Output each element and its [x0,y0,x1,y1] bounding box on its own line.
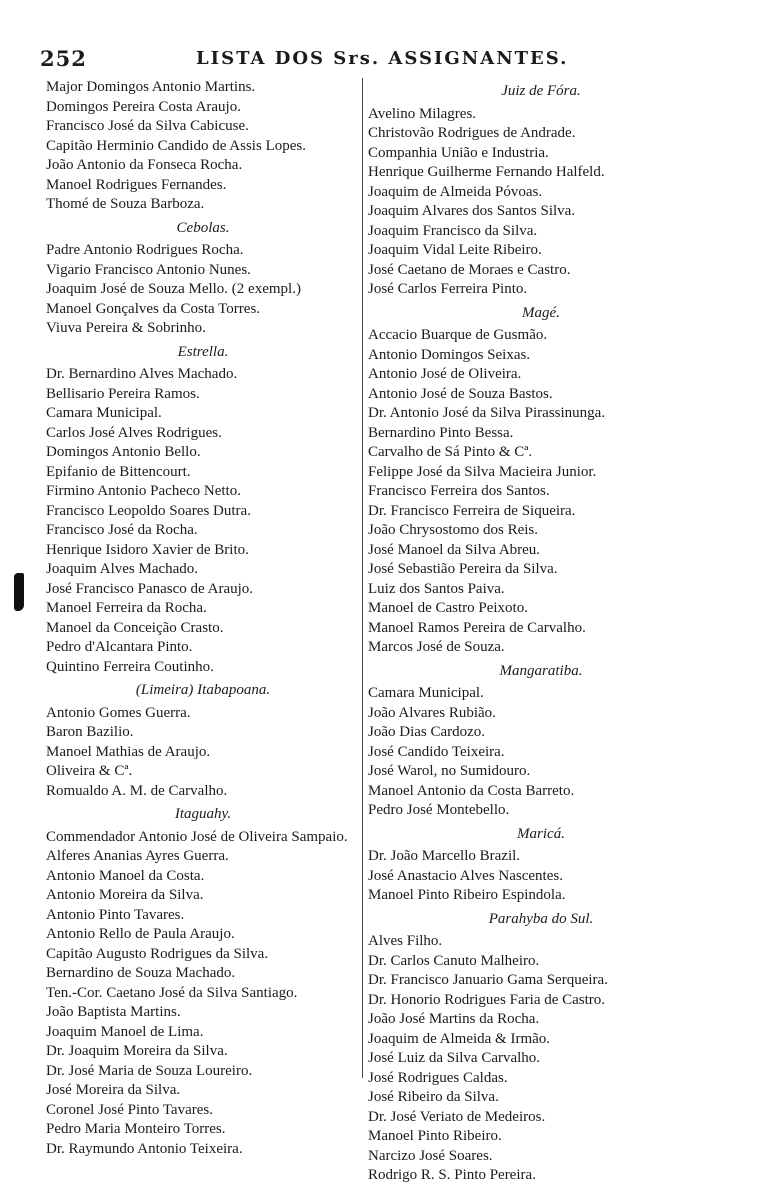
subscriber-entry: Antonio Manoel da Costa. [46,867,205,884]
subscriber-entry: Antonio José de Souza Bastos. [368,385,553,402]
subscriber-section [46,805,360,1159]
subscriber-entry: Major Domingos Antonio Martins. [46,79,256,95]
subscriber-section [368,662,714,821]
subscriber-entry: Antonio Moreira da Silva. [46,887,204,903]
subscriber-entry: Joaquim de Almeida Póvoas. [368,183,543,200]
subscriber-entry: João José Martins da Rocha. [368,1011,540,1027]
subscriber-entry: José Warol, no Sumidouro. [368,763,531,779]
subscriber-entry: José Ribeiro da Silva. [368,1089,499,1105]
subscriber-entry: Dr. Raymundo Antonio Teixeira. [46,1140,243,1157]
section-heading: Estrella. [177,343,229,360]
column-divider [362,78,363,1078]
subscriber-entry: Dr. Francisco Januario Gama Serqueira. [368,972,608,988]
running-title: LISTA DOS Srs. ASSIGNANTES. [196,48,569,69]
subscriber-entry: Camara Municipal. [46,405,162,421]
subscriber-entry: José Sebastião Pereira da Silva. [368,561,558,577]
subscriber-entry: Pedro Maria Monteiro Torres. [46,1121,226,1137]
subscriber-section [368,825,714,906]
subscriber-entry: Vigario Francisco Antonio Nunes. [46,261,251,278]
section-heading: Parahyba do Sul. [488,910,594,927]
subscriber-entry: Dr. Honorio Rodrigues Faria de Castro. [368,991,606,1008]
subscriber-entry: Dr. Carlos Canuto Malheiro. [368,952,540,969]
subscriber-entry: Ten.-Cor. Caetano José da Silva Santiago. [46,984,298,1001]
subscriber-entry: Antonio José de Oliveira. [368,366,522,382]
subscriber-section [368,304,714,658]
subscriber-entry: Pedro d'Alcantara Pinto. [46,639,193,655]
subscriber-entry: João Baptista Martins. [46,1004,181,1020]
subscriber-entry: Dr. Joaquim Moreira da Silva. [46,1043,228,1059]
subscriber-entry: Manoel Pinto Ribeiro Espindola. [368,887,566,903]
subscriber-entry: Dr. João Marcello Brazil. [368,848,521,864]
subscriber-entry: Commendador Antonio José de Oliveira Sampaio. [46,828,348,845]
subscriber-entry: Capitão Herminio Candido de Assis Lopes. [46,137,306,154]
subscriber-entry: José Rodrigues Caldas. [368,1069,508,1086]
subscriber-entry: Antonio Domingos Seixas. [368,346,531,363]
subscriber-entry: Companhia União e Industria. [368,144,549,161]
subscriber-section [368,82,714,300]
subscriber-entry: Manoel Gonçalves da Costa Torres. [46,300,261,317]
subscriber-entry: Rodrigo R. S. Pinto Pereira. [368,1167,536,1183]
subscriber-entry: Dr. Antonio José da Silva Pirassinunga. [368,405,606,421]
subscriber-entry: Bernardino Pinto Bessa. [368,424,514,441]
subscriber-entry: José Carlos Ferreira Pinto. [368,281,528,297]
subscriber-entry: Dr. Bernardino Alves Machado. [46,366,238,382]
subscriber-entry: Capitão Augusto Rodrigues da Silva. [46,945,269,962]
subscriber-entry: Carlos José Alves Rodrigues. [46,424,222,441]
subscriber-entry: João Antonio da Fonseca Rocha. [46,157,243,173]
subscriber-entry: José Luiz da Silva Carvalho. [368,1050,541,1066]
subscriber-entry: José Anastacio Alves Nascentes. [368,867,563,884]
subscriber-entry: Accacio Buarque de Gusmão. [368,327,548,343]
subscriber-entry: Domingos Antonio Bello. [46,444,201,460]
subscriber-entry: Antonio Pinto Tavares. [46,906,185,923]
subscriber-entry: Francisco José da Rocha. [46,522,198,538]
subscriber-entry: Viuva Pereira & Sobrinho. [46,320,206,336]
subscriber-entry: Francisco Leopoldo Soares Dutra. [46,502,251,519]
section-heading: Mangaratiba. [499,662,583,679]
subscriber-section [46,78,360,215]
subscriber-entry: Antonio Rello de Paula Araujo. [46,926,235,942]
subscriber-entry: João Alvares Rubião. [368,704,496,721]
subscriber-entry: Luiz dos Santos Paiva. [368,580,505,597]
subscriber-entry: Joaquim de Almeida & Irmão. [368,1030,551,1047]
subscriber-entry: Francisco José da Silva Cabicuse. [46,118,249,134]
subscriber-entry: Oliveira & Cª. [46,763,133,779]
subscriber-entry: José Candido Teixeira. [368,743,505,760]
subscriber-entry: Manoel Rodrigues Fernandes. [46,176,227,193]
subscriber-section [368,910,714,1186]
subscriber-entry: José Moreira da Silva. [46,1082,181,1098]
subscriber-entry: Camara Municipal. [368,685,484,701]
section-heading: Maricá. [517,825,565,842]
subscriber-entry: José Francisco Panasco de Araujo. [46,580,254,597]
subscriber-entry: Manoel Ramos Pereira de Carvalho. [368,619,586,636]
subscriber-entry: Joaquim Manoel de Lima. [46,1023,204,1040]
subscriber-entry: Domingos Pereira Costa Araujo. [46,98,241,115]
subscriber-entry: Padre Antonio Rodrigues Rocha. [46,242,244,258]
subscriber-entry: Francisco Ferreira dos Santos. [368,483,550,499]
subscriber-entry: Dr. José Maria de Souza Loureiro. [46,1062,253,1079]
subscriber-entry: Epifanio de Bittencourt. [46,463,191,480]
section-heading: Itaguahy. [174,806,232,822]
subscriber-entry: José Caetano de Moraes e Castro. [368,261,571,278]
subscriber-entry: Christovão Rodrigues de Andrade. [368,125,576,141]
subscriber-entry: Firmino Antonio Pacheco Netto. [46,483,241,499]
subscriber-entry: Manoel da Conceição Crasto. [46,619,224,636]
subscriber-entry: Dr. José Veriato de Medeiros. [368,1108,546,1125]
subscriber-entry: Joaquim Vidal Leite Ribeiro. [368,242,542,258]
subscriber-entry: Alferes Ananias Ayres Guerra. [46,848,229,864]
subscriber-entry: José Manoel da Silva Abreu. [368,541,541,558]
subscriber-entry: Henrique Isidoro Xavier de Brito. [46,541,249,558]
subscriber-entry: Carvalho de Sá Pinto & Cª. [368,444,533,460]
subscriber-entry: Bellisario Pereira Ramos. [46,385,200,402]
subscriber-entry: Joaquim José de Souza Mello. (2 exempl.) [46,281,301,297]
subscriber-entry: Antonio Gomes Guerra. [46,704,191,721]
left-column [46,78,360,1159]
subscriber-entry: Henrique Guilherme Fernando Halfeld. [368,164,605,180]
section-heading: Juiz de Fóra. [501,83,581,99]
subscriber-section [46,681,360,801]
subscriber-entry: Romualdo A. M. de Carvalho. [46,782,228,799]
subscriber-section [46,343,360,678]
subscriber-entry: Pedro José Montebello. [368,802,510,818]
page-header [40,46,740,74]
subscriber-entry: Thomé de Souza Barboza. [46,196,205,212]
subscriber-entry: Alves Filho. [368,933,443,949]
subscriber-entry: João Chrysostomo dos Reis. [368,522,539,538]
section-heading: Magé. [522,304,560,321]
subscriber-entry: Joaquim Alves Machado. [46,561,199,577]
section-heading: Cebolas. [176,219,230,236]
subscriber-entry: Avelino Milagres. [368,105,477,122]
subscriber-entry: Felippe José da Silva Macieira Junior. [368,463,597,480]
subscriber-entry: Dr. Francisco Ferreira de Siqueira. [368,502,576,519]
subscriber-entry: Narcizo José Soares. [368,1147,493,1164]
subscriber-entry: Manoel Pinto Ribeiro. [368,1128,502,1144]
page-number: 252 [40,46,87,71]
subscriber-entry: Manoel de Castro Peixoto. [368,600,528,616]
subscriber-entry: Manoel Mathias de Araujo. [46,743,211,760]
subscriber-entry: Manoel Ferreira da Rocha. [46,600,207,616]
subscriber-entry: Marcos José de Souza. [368,639,505,655]
section-heading: (Limeira) Itabapoana. [135,682,271,698]
subscriber-entry: Manoel Antonio da Costa Barreto. [368,782,575,799]
ink-blot-mark [14,573,24,611]
subscriber-entry: Joaquim Francisco da Silva. [368,222,538,239]
subscriber-entry: Joaquim Alvares dos Santos Silva. [368,203,576,219]
subscriber-entry: Coronel José Pinto Tavares. [46,1101,213,1118]
subscriber-entry: Baron Bazilio. [46,724,134,740]
subscriber-entry: Bernardino de Souza Machado. [46,965,236,981]
subscriber-entry: João Dias Cardozo. [368,724,486,740]
subscriber-section [46,219,360,339]
right-column [368,78,714,1186]
subscriber-entry: Quintino Ferreira Coutinho. [46,658,214,675]
